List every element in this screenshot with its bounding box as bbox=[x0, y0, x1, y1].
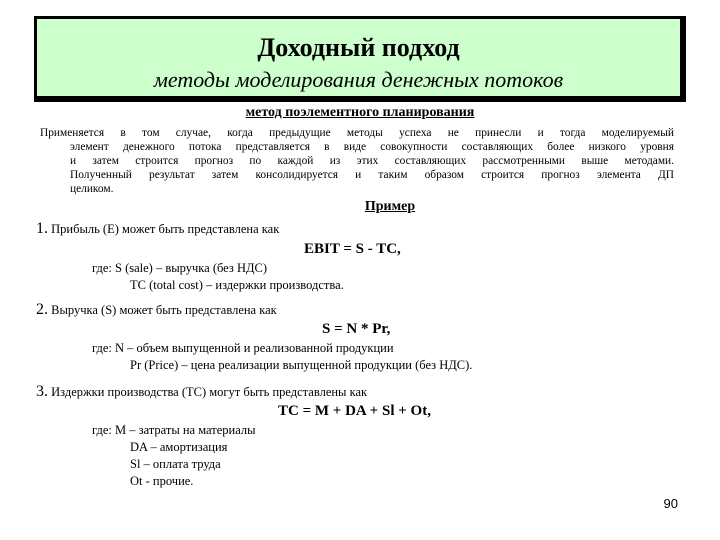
page-subtitle: методы моделирования денежных потоков bbox=[153, 67, 564, 92]
description-line: Применяется в том случае, когда предыдущие методы успеха не принесли и тогда моделируемый bbox=[40, 127, 674, 139]
definition-line: где: N – объем выпущенной и реализованной продукции bbox=[92, 341, 394, 355]
definition-line: TC (total cost) – издержки производства. bbox=[130, 278, 344, 292]
page-title: Доходный подход bbox=[257, 33, 460, 62]
list-item bbox=[36, 302, 277, 318]
definition-line: Sl – оплата труда bbox=[130, 457, 221, 471]
description-line: элемент денежного потока представляется в виде совокупности составляющих более низкого уровня bbox=[70, 141, 674, 153]
description-line: и затем строится прогноз по каждой из этих составляющих рассмотренными выше методами. bbox=[70, 155, 674, 167]
item-text: Выручка (S) может быть представлена как bbox=[51, 303, 277, 317]
definition-line: Pr (Price) – цена реализации выпущенной продукции (без НДС). bbox=[130, 358, 473, 372]
list-item bbox=[36, 221, 279, 237]
list-item bbox=[36, 384, 367, 400]
definition-line: где: M – затраты на материалы bbox=[92, 423, 256, 437]
definition-line: где: S (sale) – выручка (без НДС) bbox=[92, 261, 267, 275]
header-box bbox=[34, 16, 686, 102]
item-number: 3. bbox=[36, 383, 48, 400]
method-title: метод поэлементного планирования bbox=[245, 105, 475, 120]
item-number: 2. bbox=[36, 301, 48, 318]
item-text: Издержки производства (TC) могут быть представлены как bbox=[51, 385, 368, 399]
description-line: целиком. bbox=[70, 183, 114, 195]
example-title: Пример bbox=[364, 199, 416, 214]
formula: EBIT = S - TC, bbox=[304, 241, 401, 257]
formula: TC = M + DA + Sl + Ot, bbox=[278, 403, 431, 419]
definition-line: DA – амортизация bbox=[130, 440, 228, 454]
item-text: Прибыль (Е) может быть представлена как bbox=[51, 222, 280, 236]
method-description bbox=[40, 126, 674, 196]
description-line: Полученный результат затем консолидируется и таким образом строится прогноз элемента ДП bbox=[70, 169, 674, 181]
page-number: 90 bbox=[663, 496, 678, 511]
formula: S = N * Pr, bbox=[322, 321, 391, 337]
definition-line: Ot - прочие. bbox=[130, 474, 194, 488]
item-number: 1. bbox=[36, 220, 48, 237]
